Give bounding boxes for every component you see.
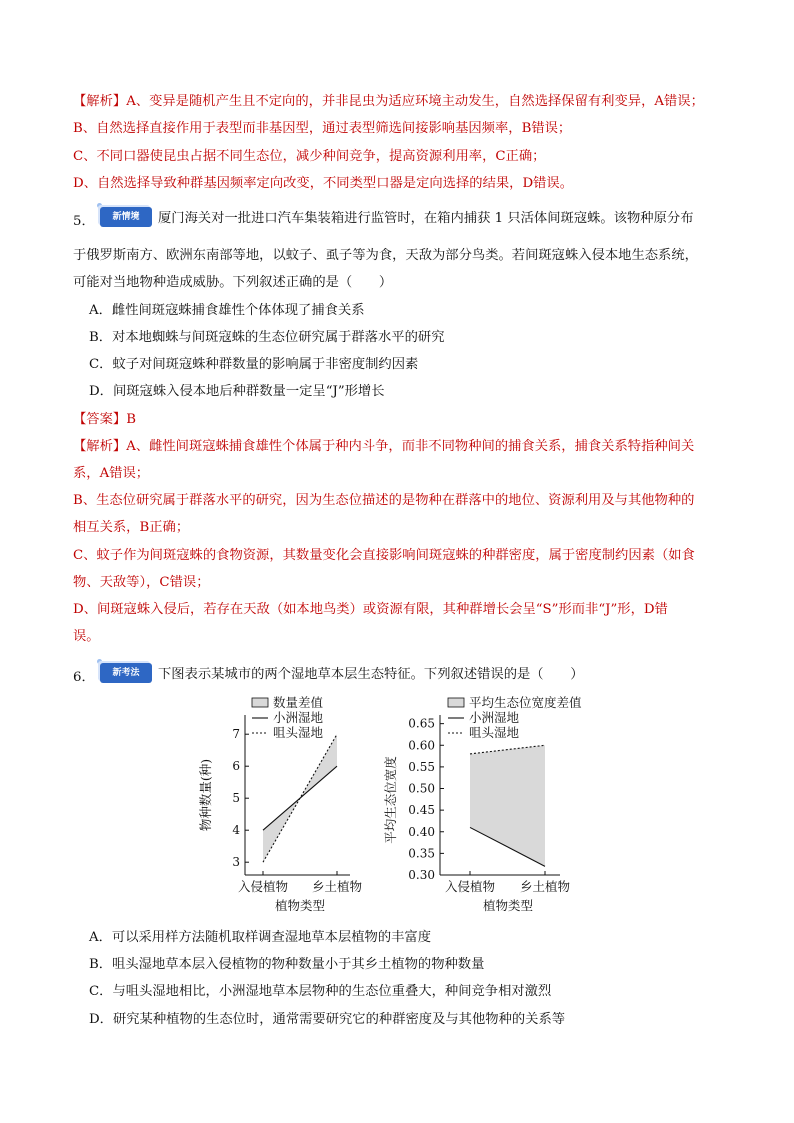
y-tick-label: 0.65 xyxy=(408,716,435,731)
answer-tag: 【答案】 xyxy=(73,412,127,427)
analysis-tag: 【解析】 xyxy=(73,94,127,109)
x-category-label: 入侵植物 xyxy=(237,879,289,894)
y-axis-label: 平均生态位宽度 xyxy=(383,756,398,844)
question-5-analysis-4: 相互关系，B正确； xyxy=(73,520,190,535)
prev-analysis-line-2: B、自然选择直接作用于表型而非基因型，通过表型筛选间接影响基因频率，B错误； xyxy=(73,121,572,136)
figure-charts xyxy=(190,695,610,920)
y-tick-label: 0.60 xyxy=(408,738,435,753)
prev-analysis-line-3: C、不同口器使昆虫占据不同生态位，减少种间竞争，提高资源利用率，C正确； xyxy=(73,149,546,164)
question-5-analysis-6: 物、天敌等），C错误； xyxy=(73,575,210,590)
answer-value: B xyxy=(126,412,136,427)
series-line-zuitou xyxy=(263,734,337,862)
legend-dotted-label: 咀头湿地 xyxy=(469,725,520,740)
x-category-label: 乡土植物 xyxy=(311,879,363,894)
question-5-stem-2: 于俄罗斯南方、欧洲东南部等地，以蚊子、虱子等为食，天敌为部分鸟类。若间斑寇蛛入侵本地生态系统， xyxy=(73,248,698,263)
y-tick-label: 5 xyxy=(232,791,240,806)
y-axis-label: 物种数量(种) xyxy=(198,758,213,832)
question-5-answer xyxy=(73,411,136,429)
y-tick-label: 3 xyxy=(232,855,240,870)
y-tick-label: 7 xyxy=(232,727,240,742)
question-5-analysis-5: C、蚊子作为间斑寇蛛的食物资源，其数量变化会直接影响间斑寇蛛的种群密度，属于密度制约因素（如食 xyxy=(73,548,695,563)
question-5-option-c: C．蚊子对间斑寇蛛种群数量的影响属于非密度制约因素 xyxy=(89,357,419,372)
legend-dotted-label: 咀头湿地 xyxy=(273,725,324,740)
question-5-analysis-1 xyxy=(73,438,694,456)
prev-analysis-text-1: A、变异是随机产生且不定向的，并非昆虫为适应环境主动发生，自然选择保留有利变异，A错误； xyxy=(126,94,704,109)
legend-fill-swatch xyxy=(448,698,464,707)
y-tick-label: 0.40 xyxy=(408,824,435,839)
legend-solid-label: 小洲湿地 xyxy=(273,710,324,725)
y-tick-label: 0.30 xyxy=(408,868,435,882)
legend-fill-label: 数量差值 xyxy=(273,695,324,710)
question-6-option-b: B．咀头湿地草本层入侵植物的物种数量小于其乡土植物的物种数量 xyxy=(89,957,485,972)
question-6-option-c: C．与咀头湿地相比，小洲湿地草本层物种的生态位重叠大，种间竞争相对激烈 xyxy=(89,984,552,999)
prev-analysis-line-4: D、自然选择导致种群基因频率定向改变，不同类型口器是定向选择的结果，D错误。 xyxy=(73,176,574,191)
y-tick-label: 0.50 xyxy=(408,781,435,796)
question-5-number: 5． xyxy=(73,214,95,229)
x-category-label: 乡土植物 xyxy=(519,879,571,894)
new-context-badge: 新情境 xyxy=(100,207,152,227)
legend-fill-label: 平均生态位宽度差值 xyxy=(469,695,582,710)
question-5-option-a: A．雌性间斑寇蛛捕食雄性个体体现了捕食关系 xyxy=(89,303,365,318)
question-5-stem-1: 厦门海关对一批进口汽车集装箱进行监管时，在箱内捕获 1 只活体间斑寇蛛。该物种原分布 xyxy=(158,211,694,226)
prev-analysis-line-1 xyxy=(73,93,704,111)
question-6-number: 6． xyxy=(73,670,95,685)
question-5-analysis-2: 系，A错误； xyxy=(73,466,150,481)
question-6-option-a: A．可以采用样方法随机取样调查湿地草本层植物的丰富度 xyxy=(89,930,432,945)
difference-area xyxy=(470,745,545,866)
question-5-analysis-3: B、生态位研究属于群落水平的研究，因为生态位描述的是物种在群落中的地位、资源利用及与其他物种的 xyxy=(73,493,695,508)
y-tick-label: 0.45 xyxy=(408,803,435,818)
question-5-option-d: D．间斑寇蛛入侵本地后种群数量一定呈“J”形增长 xyxy=(89,384,385,399)
legend-solid-label: 小洲湿地 xyxy=(469,710,520,725)
analysis-text: A、雌性间斑寇蛛捕食雄性个体属于种内斗争，而非不同物种间的捕食关系，捕食关系特指种间关 xyxy=(126,439,695,454)
y-tick-label: 0.55 xyxy=(408,759,435,774)
legend-fill-swatch xyxy=(252,698,268,707)
question-5-option-b: B．对本地蜘蛛与间斑寇蛛的生态位研究属于群落水平的研究 xyxy=(89,330,445,345)
question-5-analysis-7: D、间斑寇蛛入侵后，若存在天敌（如本地鸟类）或资源有限，其种群增长会呈“S”形而非“J”形，D错 xyxy=(73,602,668,617)
question-6-stem: 下图表示某城市的两个湿地草本层生态特征。下列叙述错误的是（ ） xyxy=(158,667,584,682)
x-category-label: 入侵植物 xyxy=(444,879,496,894)
y-tick-label: 6 xyxy=(232,759,240,774)
question-6-option-d: D．研究某种植物的生态位时，通常需要研究它的种群密度及与其他物种的关系等 xyxy=(89,1012,566,1027)
x-axis-label: 植物类型 xyxy=(482,898,534,913)
y-tick-label: 4 xyxy=(232,823,240,838)
question-5-analysis-8: 误。 xyxy=(73,629,100,644)
new-method-badge: 新考法 xyxy=(100,663,152,683)
x-axis-label: 植物类型 xyxy=(274,898,326,913)
analysis-tag: 【解析】 xyxy=(73,439,127,454)
question-5-stem-3: 可能对当地物种造成威胁。下列叙述正确的是（ ） xyxy=(73,275,393,290)
y-tick-label: 0.35 xyxy=(408,846,435,861)
